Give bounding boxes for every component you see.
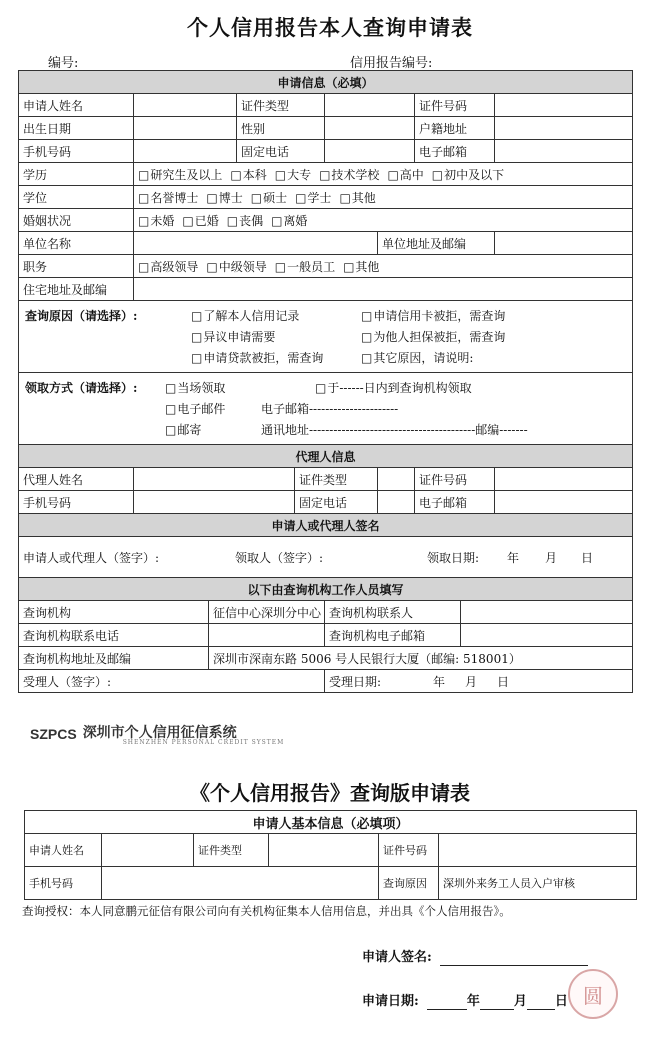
field-agent-mobile[interactable] [134,491,295,514]
checkbox-reason-4[interactable]: □ 申请贷款被拒，需查询 [191,349,361,366]
checkbox-reason-1[interactable]: □ 申请信用卡被拒，需查询 [361,307,505,324]
label-inst-phone: 查询机构联系电话 [19,624,209,647]
checkbox-degree-2[interactable]: □ 硕士 [251,191,287,205]
label-agent-mobile: 手机号码 [19,491,134,514]
checkbox-education-4[interactable]: □ 高中 [387,168,423,182]
application-date-row[interactable] [362,990,568,1010]
label-email: 电子邮箱 [415,140,495,163]
field-birth[interactable] [134,117,237,140]
label-agent-email: 电子邮箱 [415,491,495,514]
applicant-signature-label: 申请人签名: [362,950,432,965]
field-id-no[interactable] [495,94,633,117]
checkbox-position-1[interactable]: □ 中级领导 [206,260,266,274]
checkbox-reason-5[interactable]: □ 其它原因，请说明: [361,349,473,366]
watermark-glyph: 圆 [583,983,603,1008]
date-year-unit: 年 [466,994,480,1009]
form2-label-reason: 查询原因 [379,867,439,900]
label-position: 职务 [19,255,134,278]
form2-field-id-type[interactable] [269,834,379,867]
form2-value-reason: 深圳外来务工人员入户审核 [439,867,637,900]
label-birth: 出生日期 [19,117,134,140]
checkbox-education-3[interactable]: □ 技术学校 [319,168,379,182]
checkbox-delivery-later[interactable]: □ 于------日内到查询机构领取 [315,379,472,396]
checkbox-education-0[interactable]: □ 研究生及以上 [138,168,222,182]
field-email[interactable] [495,140,633,163]
field-agent-id-no[interactable] [495,468,633,491]
checkbox-delivery-mail[interactable]: □ 邮寄 [165,421,261,438]
checkbox-education-2[interactable]: □ 大专 [275,168,311,182]
checkbox-position-3[interactable]: □ 其他 [343,260,379,274]
form2-section: 申请人基本信息（必填项） [25,811,637,834]
report-number-label: 信用报告编号: [350,56,433,71]
form2-title: 《个人信用报告》查询版申请表 [190,781,470,805]
email-line[interactable]: 电子邮箱---------------------- [261,402,399,416]
label-inst-address: 查询机构地址及邮编 [19,647,209,670]
field-home-address[interactable] [134,278,633,301]
field-agent-landline[interactable] [378,491,415,514]
label-gender: 性别 [237,117,325,140]
accept-day: 日 [497,674,510,689]
date-day-line[interactable] [527,994,555,1010]
mail-zip-line[interactable]: 邮编------- [475,423,528,437]
checkbox-reason-2[interactable]: □ 异议申请需要 [191,328,361,345]
field-inst-contact[interactable] [461,601,633,624]
field-name[interactable] [134,94,237,117]
checkbox-education-1[interactable]: □ 本科 [230,168,266,182]
logo-name-en: SHENZHEN PERSONAL CREDIT SYSTEM [122,739,285,746]
label-agent-id-no: 证件号码 [415,468,495,491]
form2-field-name[interactable] [102,834,194,867]
checkbox-reason-3[interactable]: □ 为他人担保被拒，需查询 [361,328,505,345]
date-year-line[interactable] [427,994,467,1010]
checkbox-degree-0[interactable]: □ 名誉博士 [138,191,198,205]
label-inst-contact: 查询机构联系人 [325,601,461,624]
label-inst-email: 查询机构电子邮箱 [325,624,461,647]
label-employer: 单位名称 [19,232,134,255]
field-employer-address[interactable] [495,232,633,255]
field-inst-phone[interactable] [209,624,325,647]
checkbox-marital-0[interactable]: □ 未婚 [138,214,174,228]
label-employer-address: 单位地址及邮编 [378,232,495,255]
application-table [18,70,633,693]
section-signature: 申请人或代理人签名 [19,514,633,537]
section-agent: 代理人信息 [19,445,633,468]
field-agent-name[interactable] [134,468,295,491]
label-home-address: 住宅地址及邮编 [19,278,134,301]
sign-date: 领取日期: [427,550,480,565]
application-date-label: 申请日期: [362,994,419,1009]
number-label: 编号: [48,56,79,71]
applicant-signature-row[interactable] [362,946,588,966]
accept-date-row[interactable] [325,670,633,693]
sign-applicant: 申请人或代理人（签字）: [23,550,160,565]
form2-label-name: 申请人姓名 [25,834,102,867]
field-mobile[interactable] [134,140,237,163]
form2-label-id-type: 证件类型 [194,834,269,867]
sign-month: 月 [545,550,558,565]
watermark-stamp-icon [568,969,618,1019]
form2-field-id-no[interactable] [439,834,637,867]
date-month-line[interactable] [480,994,514,1010]
query-table [24,810,637,900]
authorization-text: 查询授权：本人同意鹏元征信有限公司向有关机构征集本人信用信息，并出具《个人信用报告》。 [22,904,511,918]
label-landline: 固定电话 [237,140,325,163]
field-landline[interactable] [325,140,415,163]
value-inst-address: 深圳市深南东路 5006 号人民银行大厦（邮编: 518001） [209,647,633,670]
form-title: 个人信用报告本人查询申请表 [187,15,473,40]
reason-label: 查询原因（请选择）: [25,309,138,323]
field-inst-email[interactable] [461,624,633,647]
checkbox-degree-1[interactable]: □ 博士 [206,191,242,205]
value-institution: 征信中心深圳分中心 [209,601,325,624]
form2-label-id-no: 证件号码 [379,834,439,867]
label-mobile: 手机号码 [19,140,134,163]
section-applicant: 申请信息（必填） [19,71,633,94]
date-month-unit: 月 [513,994,527,1009]
label-institution: 查询机构 [19,601,209,624]
mail-address-line[interactable]: 通讯地址----------------------------------------- [261,423,476,437]
field-agent-id-type[interactable] [378,468,415,491]
sign-day: 日 [581,550,594,565]
label-id-type: 证件类型 [237,94,325,117]
checkbox-marital-2[interactable]: □ 丧偶 [227,214,263,228]
szpcs-logo [30,722,284,746]
position-options[interactable] [134,255,633,278]
checkbox-position-2[interactable]: □ 一般员工 [275,260,335,274]
delivery-label: 领取方式（请选择）: [25,381,138,395]
applicant-signature-line[interactable] [440,950,588,966]
delivery-block [19,373,633,445]
label-education: 学历 [19,163,134,186]
field-hukou[interactable] [495,117,633,140]
education-options[interactable] [134,163,633,186]
signature-row[interactable] [19,537,633,578]
label-name: 申请人姓名 [19,94,134,117]
checkbox-delivery-onsite[interactable]: □ 当场领取 [165,379,315,396]
label-marital: 婚姻状况 [19,209,134,232]
logo-mark: SZPCS [30,726,77,742]
label-agent-name: 代理人姓名 [19,468,134,491]
marital-options[interactable] [134,209,633,232]
checkbox-marital-3[interactable]: □ 离婚 [271,214,307,228]
degree-options[interactable] [134,186,633,209]
section-staff: 以下由查询机构工作人员填写 [19,578,633,601]
field-id-type[interactable] [325,94,415,117]
date-day-unit: 日 [554,994,568,1009]
checkbox-delivery-email[interactable]: □ 电子邮件 [165,400,261,417]
sign-receiver: 领取人（签字）: [235,550,324,565]
accept-year: 年 [433,674,446,689]
checkbox-degree-4[interactable]: □ 其他 [339,191,375,205]
checkbox-reason-0[interactable]: □ 了解本人信用记录 [191,307,361,324]
label-agent-landline: 固定电话 [295,491,378,514]
field-gender[interactable] [325,117,415,140]
checkbox-position-0[interactable]: □ 高级领导 [138,260,198,274]
accept-month: 月 [465,674,478,689]
label-hukou: 户籍地址 [415,117,495,140]
accept-date-label: 受理日期: [329,674,382,689]
label-id-no: 证件号码 [415,94,495,117]
acceptor-signature[interactable]: 受理人（签字）: [19,670,325,693]
label-agent-id-type: 证件类型 [295,468,378,491]
reason-block [19,301,633,373]
checkbox-marital-1[interactable]: □ 已婚 [182,214,218,228]
form2-field-phone[interactable] [102,867,379,900]
label-degree: 学位 [19,186,134,209]
form2-label-phone: 手机号码 [25,867,102,900]
sign-year: 年 [507,550,520,565]
checkbox-education-5[interactable]: □ 初中及以下 [432,168,504,182]
field-employer[interactable] [134,232,378,255]
checkbox-degree-3[interactable]: □ 学士 [295,191,331,205]
field-agent-email[interactable] [495,491,633,514]
logo-name-cn: 深圳市个人信用征信系统 [82,725,237,741]
